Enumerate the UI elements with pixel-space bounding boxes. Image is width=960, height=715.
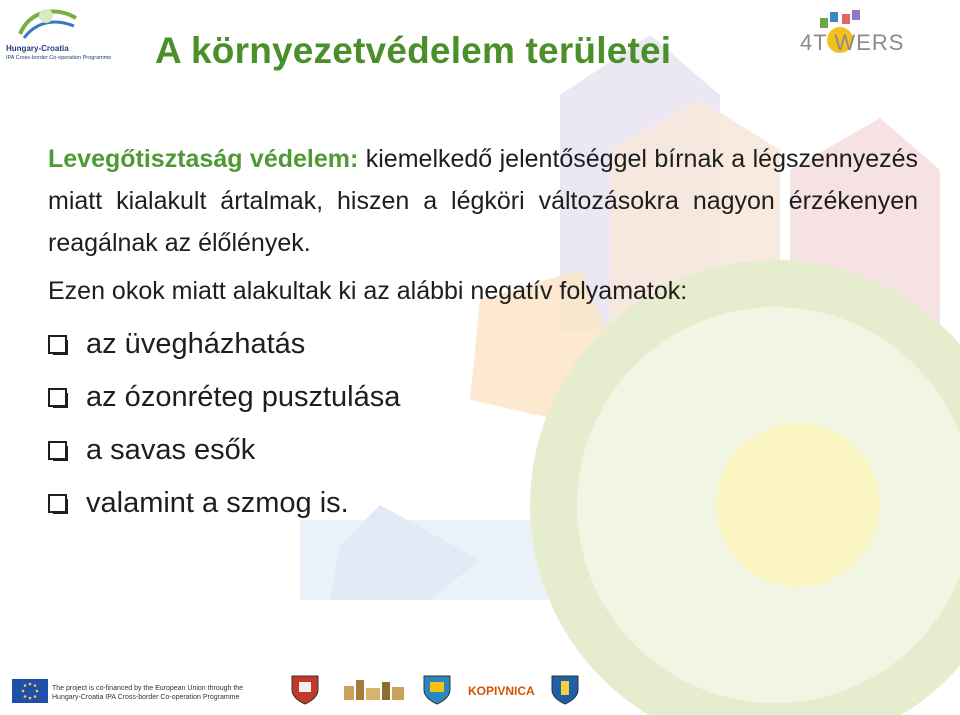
highlight-term: Levegőtisztaság védelem: [48, 145, 359, 173]
eu-flag-icon [12, 679, 48, 703]
hungary-croatia-label: Hungary-Croatia [6, 44, 69, 53]
list-item-text: az ózonréteg pusztulása [86, 381, 401, 413]
koprivnica-logo-text: KOPIVNICA [468, 684, 535, 698]
list-item [48, 318, 918, 371]
checkbox-bullet-icon [48, 388, 68, 408]
municipal-crest-icon [420, 672, 454, 706]
list-item-text: az üvegházhatás [86, 328, 306, 360]
hungary-croatia-emblem-icon [6, 4, 106, 44]
eu-funding-line-1: The project is co-financed by the European Union through the [52, 685, 244, 692]
paragraph-intro-text: kiemelkedő jelentőséggel bírnak a légszennyezés miatt kialakult ártalmak, hiszen a légköri változásokra nagyon érzékenyen reagálnak az élőlények. [48, 145, 918, 257]
county-crest-icon [548, 672, 582, 706]
4towers-logo [800, 8, 940, 64]
hungary-croatia-logo [6, 4, 112, 62]
eu-funding-note [52, 684, 243, 702]
paragraph-lead: Ezen okok miatt alakultak ki az alábbi negatív folyamatok: [48, 277, 688, 305]
town-skyline-icon [340, 672, 410, 706]
eu-funding-line-2: Hungary-Croatia IPA Cross-border Co-operation Programme [52, 694, 240, 701]
list-item [48, 371, 918, 424]
coat-of-arms-icon [288, 672, 322, 706]
slide-content [48, 138, 918, 530]
list-item-text: a savas esők [86, 434, 256, 466]
programme-label: IPA Cross-border Co-operation Programme [6, 55, 112, 61]
checkbox-bullet-icon [48, 441, 68, 461]
checkbox-bullet-icon [48, 494, 68, 514]
list-item [48, 477, 918, 530]
checkbox-bullet-icon [48, 335, 68, 355]
paragraph-intro [48, 138, 918, 264]
4towers-text: 4T WERS [800, 30, 905, 55]
page-title: A környezetvédelem területei [155, 30, 672, 71]
list-item [48, 424, 918, 477]
bullet-list [48, 318, 918, 530]
list-item-text: valamint a szmog is. [86, 487, 349, 519]
